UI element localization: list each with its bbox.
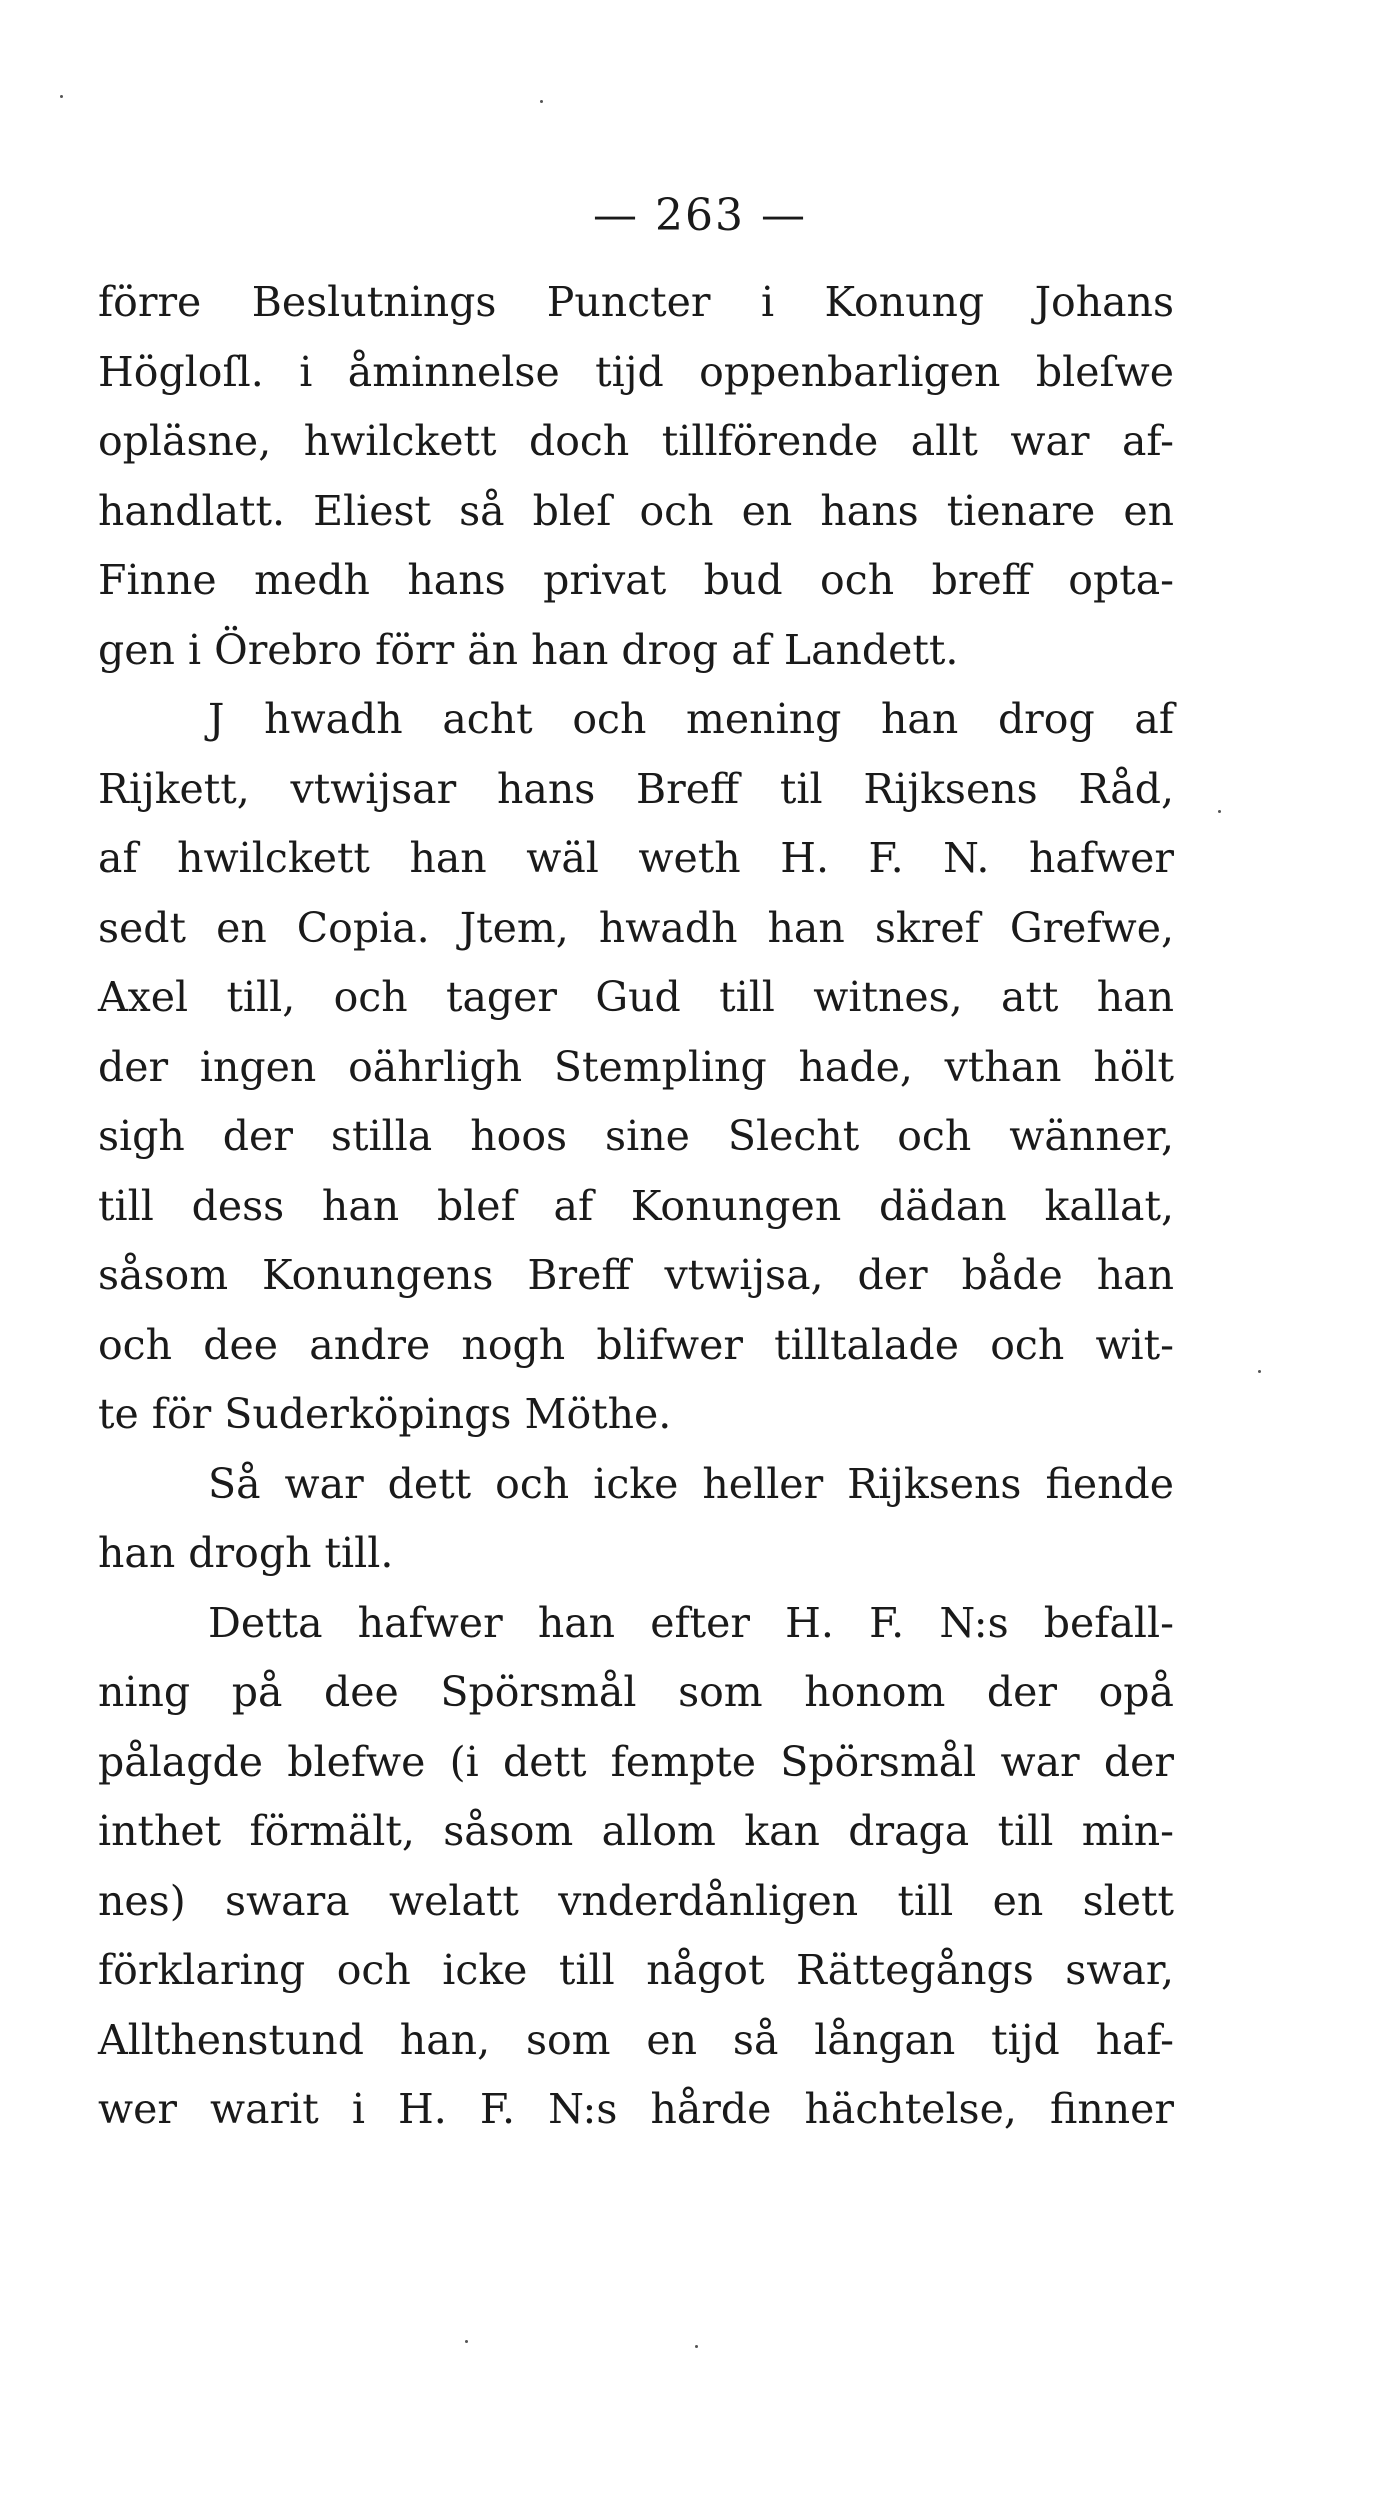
- text-line: förre Beslutnings Puncter i Konung Johans: [98, 278, 1174, 326]
- text-line: opläsne, hwilckett doch tillförende allt war af-: [98, 417, 1174, 465]
- text-line: Finne medh hans privat bud och breff opta-: [98, 556, 1174, 604]
- text-line: sedt en Copia. Jtem, hwadh han skref Grefwe,: [98, 903, 1174, 952]
- text-line: ning på dee Spörsmål som honom der opå: [98, 1668, 1174, 1716]
- text-line: förklaring och icke till något Rättegångs swar,: [98, 1946, 1174, 1994]
- text-line: Rijkett, vtwijsar hans Breff til Rijksens Råd,: [98, 764, 1174, 813]
- text-line: Allthenstund han, som en så långan tijd haf-: [98, 2015, 1174, 2064]
- paper-speck: [695, 2345, 698, 2348]
- paper-speck: [465, 2340, 468, 2343]
- text-line: pålagde blefwe (i dett fempte Spörsmål war der: [98, 1737, 1174, 1786]
- text-line: och dee andre nogh blifwer tilltalade och wit-: [98, 1320, 1174, 1369]
- paper-speck: [540, 100, 543, 103]
- text-line: Detta hafwer han efter H. F. N:s befall-: [208, 1598, 1174, 1647]
- text-line: han drogh till.: [98, 1529, 394, 1577]
- paper-speck: [1218, 810, 1221, 813]
- text-line: till dess han blef af Konungen dädan kallat,: [98, 1181, 1174, 1230]
- text-line: handlatt. Eliest så bleſ och en hans tienare en: [98, 486, 1174, 535]
- text-line: Axel till, och tager Gud till witnes, att han: [98, 973, 1174, 1021]
- text-line: der ingen oährligh Stempling hade, vthan hölt: [98, 1042, 1174, 1091]
- text-line: såsom Konungens Breff vtwijsa, der både han: [98, 1251, 1174, 1299]
- paper-speck: [1258, 1370, 1261, 1373]
- paper-speck: [60, 95, 63, 98]
- text-line: Så war dett och icke heller Rijksens fiende: [208, 1459, 1174, 1508]
- text-line: te för Suderköpings Möthe.: [98, 1390, 672, 1438]
- text-line: af hwilckett han wäl weth H. F. N. hafwer: [98, 834, 1174, 882]
- page-number-header: — 263 —: [593, 190, 807, 241]
- text-line: J hwadh acht och mening han drog af: [208, 695, 1174, 743]
- text-line: nes) swara welatt vnderdånligen till en slett: [98, 1876, 1174, 1925]
- text-line: gen i Örebro förr än han drog af Landett.: [98, 625, 959, 674]
- text-line: wer warit i H. F. N:s hårde hächtelse, finner: [98, 2085, 1174, 2133]
- text-line: sigh der stilla hoos sine Slecht och wänner,: [98, 1112, 1174, 1160]
- text-line: Högloſl. i åminnelse tijd oppenbarligen bleſwe: [98, 347, 1174, 396]
- body-text: [98, 268, 1174, 2145]
- text-line: inthet förmält, såsom allom kan draga till min-: [98, 1807, 1174, 1855]
